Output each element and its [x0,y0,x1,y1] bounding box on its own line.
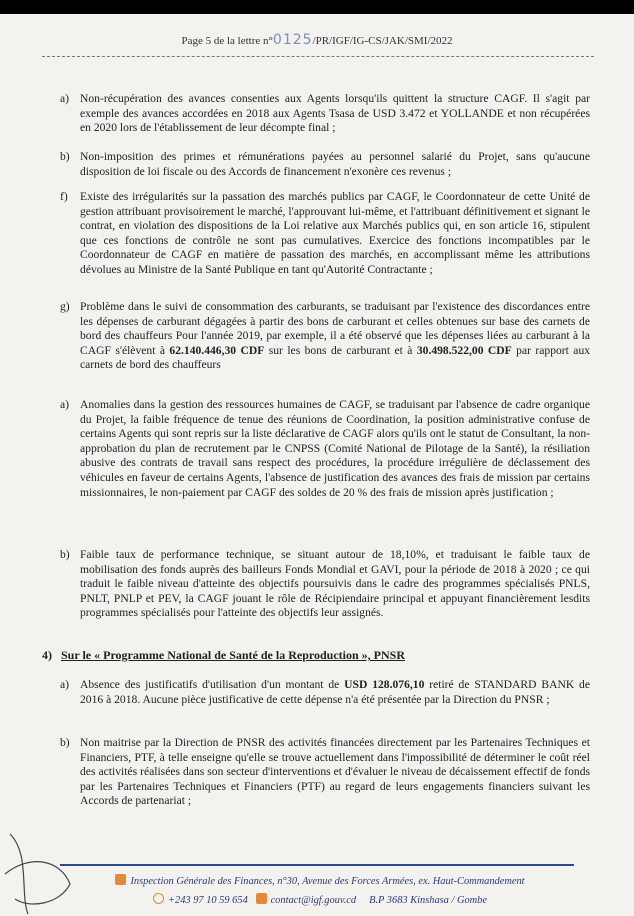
list-item [60,300,590,373]
item-text [80,300,590,373]
item-text: Existe des irrégularités sur la passation des marchés publics par CAGF, le Coordonnateur de cette Unité de gestion attribuant provisoirement le marché, l'approuvant lui-même, et l'attribuant définitivement et signant le contrat, en violation des dispositions de la Loi relative aux Marchés publics qui, en son article 16, stipulent que ces fonctions de contrôle ne sont pas cumulatives. Exercice des fonctions incompatibles par le Coordonnateur de CAGF en matière de passation des marchés, en accomplissant même les attributions dévolues au Ministre de la Santé Publique en tant qu'Autorité Contractante ; [80,190,590,276]
section-heading [42,648,405,663]
email-icon [256,893,267,904]
list-item [60,548,590,621]
amount-bons-carburant: 62.140.446,30 CDF [169,343,265,357]
item-text: Non-imposition des primes et rémunérations payées au personnel salarié du Projet, sans qu'aucune disposition de loi fiscale ou des Accords de financement n'exonère ces revenus ; [80,150,590,178]
item-label: b) [60,736,70,749]
item-text-part: Absence des justificatifs d'utilisation d'un montant de [80,678,345,691]
list-item [60,92,590,136]
header-divider [42,56,594,57]
list-item [60,678,590,707]
item-label: b) [60,548,70,561]
document-page [0,14,634,916]
item-text [80,678,590,707]
item-label: a) [60,92,70,105]
list-item [60,398,590,500]
item-text: Non maitrise par la Direction de PNSR des activités financées directement par les Partenaires Techniques et Financiers, PTF, à telle enseigne qu'elle se trouve actuellement dans l'impossibilité de déterminer le coût réel des activités réalisées dans son secteur d'interventions et d'évaluer le niveau de décaissement effectif de fonds par les Partenaires Techniques et Financiers (PTF) au regard de leurs engagements financiers suivant les Accords de partenariat ; [80,736,590,808]
footer-address: Inspection Générale des Finances, n°30, Avenue des Forces Armées, ex. Haut-Commandement [130,876,525,887]
item-label: b) [60,150,70,163]
header-suffix: /PR/IGF/IG-CS/JAK/SMI/2022 [312,35,453,47]
item-label: g) [60,300,70,313]
item-label: a) [60,678,70,691]
footer-divider [60,864,574,866]
item-text-part: retiré de STANDARD BANK de 2016 à 2018. Aucune pièce justificative de cette dépense n'a été présentée par la Direction du PNSR ; [80,678,591,706]
item-text: Non-récupération des avances consenties aux Agents lorsqu'ils quittent la structure CAGF. Il s'agit par exemple des avances accordées en 2018 aux Agents Tsasa de USD 3.472 et YOLLANDE et non récupérées en 2020 lors de l'établissement de leur décompte final ; [80,92,590,135]
item-text-part: par rapport aux carnets de bord des chauffeurs [80,343,591,372]
list-item [60,190,590,278]
section-title: Sur le « Programme National de Santé de la Reproduction », PNSR [61,648,405,662]
handwritten-letter-number: 0125 [272,32,313,48]
footer-contact-line [60,893,580,906]
phone-icon [153,893,164,904]
footer-email[interactable]: contact@igf.gouv.cd [270,895,357,906]
amount-carnets-bord: 30.498.522,00 CDF [416,343,512,357]
building-icon [115,874,126,885]
item-label: f) [60,190,68,203]
list-item [60,150,590,179]
header-prefix: Page 5 de la lettre n° [181,35,273,47]
list-item [60,736,590,809]
section-number: 4) [42,648,52,662]
item-text: Faible taux de performance technique, se situant autour de 18,10%, et traduisant le faible taux de mobilisation des fonds auprès des bailleurs Fonds Mondial et GAVI, pour la période de 2018 à 2020 ; ce qui traduit le faible niveau d'atteinte des objectifs poursuivis dans le cadre des programmes spécialisés PNLS, PNLT, PNLP et PEV, la CAGF jouant le rôle de Récipiendaire principal et appuyant financièrement lesdits programmes spécialisés pour l'atteinte des objectifs leur assignés. [80,548,590,620]
item-text: Anomalies dans la gestion des ressources humaines de CAGF, se traduisant par l'absence de cadre organique du Projet, la faible fréquence de tenue des réunions de Coordination, la position administrative confuse de certains Agents qui sont repris sur la liste déclarative de CAGF alors qu'ils ont le statut de Consultant, la non-approbation du plan de recrutement par le CNPSS (Comité National de Pilotage de la Santé), la résiliation abusive des contrats de travail sans respect des procédures, la procédure irrégulière de déclassement des véhicules en faveur de certains Agents, l'absence de justification des avances des frais de mission par certains missionnaires, le non-paiement par CAGF des soldes de 20 % des frais de mission après justification ; [80,398,590,499]
footer-address-line [60,874,580,887]
item-text-part: Problème dans le suivi de consommation des carburants, se traduisant par l'existence des discordances entre les dépenses de carburant dégagées à partir des bons de carburant et celles obtenues sur base des carnets de bord des chauffeurs Pour l'année 2019, par exemple, il a été observé que les dépenses liées au carburant à la CAGF s'élèvent à [80,300,590,357]
footer-po-box: B.P 3683 Kinshasa / Gombe [369,895,487,906]
item-label: a) [60,398,70,411]
page-header [0,32,634,48]
item-text-part: sur les bons de carburant et à [264,343,417,357]
amount-standard-bank: USD 128.076,10 [344,678,425,691]
footer-phone: +243 97 10 59 654 [168,895,248,906]
